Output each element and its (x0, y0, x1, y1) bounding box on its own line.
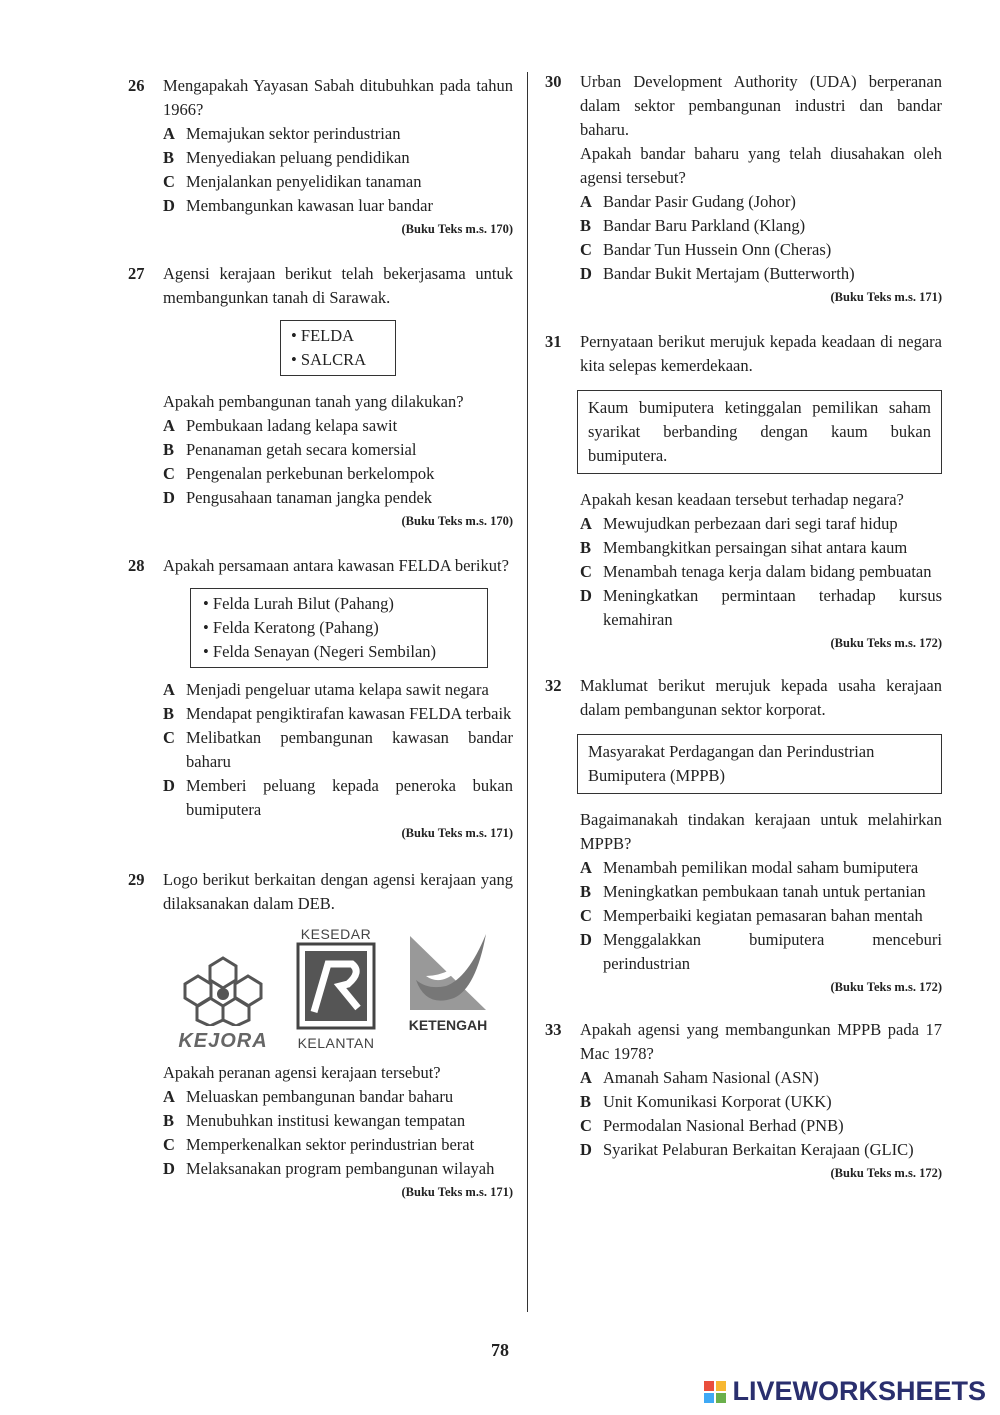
option-text: Membangkitkan persaingan sihat antara kaum (603, 538, 908, 557)
question-prompt: Apakah pembangunan tanah yang dilakukan? (163, 392, 464, 411)
textbook-reference: (Buku Teks m.s. 171) (830, 290, 942, 304)
option-c[interactable] (580, 1114, 942, 1138)
question-stem: Agensi kerajaan berikut telah bekerjasama untuk membangunkan tanah di Sarawak. (163, 264, 513, 307)
question-30 (545, 70, 942, 306)
option-letter: D (163, 488, 175, 507)
option-d[interactable] (580, 262, 942, 286)
box-item: • Felda Lurah Bilut (Pahang) (203, 592, 475, 616)
option-letter: B (163, 1111, 175, 1130)
textbook-reference: (Buku Teks m.s. 172) (830, 1166, 942, 1180)
option-text: Menjalankan penyelidikan tanaman (186, 172, 422, 191)
option-text: Bandar Baru Parkland (Klang) (603, 216, 806, 235)
options (163, 414, 513, 510)
option-text: Menyediakan peluang pendidikan (186, 148, 410, 167)
option-b[interactable] (163, 146, 513, 170)
option-letter: D (580, 586, 592, 605)
option-text: Menggalakkan bumiputera menceburi perindustrian (603, 930, 942, 973)
kesedar-logo (292, 926, 380, 1051)
option-b[interactable] (580, 880, 942, 904)
option-b[interactable] (580, 214, 942, 238)
option-letter: C (580, 906, 592, 925)
option-letter: A (580, 514, 592, 533)
option-letter: A (163, 680, 175, 699)
info-box (280, 320, 396, 376)
option-text: Menubuhkan institusi kewangan tempatan (186, 1111, 466, 1130)
question-number: 26 (128, 76, 145, 95)
info-box: Masyarakat Perdagangan dan Perindustrian Bumiputera (MPPB) (577, 734, 942, 794)
ketengah-swoosh-icon (406, 930, 490, 1012)
question-number: 30 (545, 72, 562, 91)
option-letter: C (580, 240, 592, 259)
question-stem: Pernyataan berikut merujuk kepada keadaan di negara kita selepas kemerdekaan. (580, 332, 942, 375)
box-item: • Felda Keratong (Pahang) (203, 616, 475, 640)
question-number: 29 (128, 870, 145, 889)
option-c[interactable] (580, 560, 942, 584)
option-a[interactable] (580, 856, 942, 880)
kejora-flower-icon (178, 952, 268, 1026)
option-letter: C (163, 464, 175, 483)
option-letter: B (580, 882, 592, 901)
option-letter: B (163, 440, 175, 459)
option-letter: C (163, 728, 175, 747)
option-a[interactable] (580, 1066, 942, 1090)
question-number: 32 (545, 676, 562, 695)
option-text: Pengusahaan tanaman jangka pendek (186, 488, 433, 507)
question-stem: Mengapakah Yayasan Sabah ditubuhkan pada tahun 1966? (163, 76, 513, 119)
option-d[interactable] (163, 486, 513, 510)
option-letter: A (580, 192, 592, 211)
question-28 (128, 554, 513, 842)
question-prompt: Apakah peranan agensi kerajaan tersebut? (163, 1063, 441, 1082)
option-letter: A (163, 124, 175, 143)
option-b[interactable] (163, 438, 513, 462)
option-a[interactable] (580, 190, 942, 214)
option-text: Menambah pemilikan modal saham bumiputera (603, 858, 919, 877)
option-text: Bandar Tun Hussein Onn (Cheras) (603, 240, 832, 259)
option-letter: C (580, 1116, 592, 1135)
option-letter: B (580, 538, 592, 557)
option-text: Memajukan sektor perindustrian (186, 124, 401, 143)
option-text: Menjadi pengeluar utama kelapa sawit negara (186, 680, 489, 699)
option-letter: B (580, 216, 592, 235)
question-29 (128, 868, 513, 1201)
option-letter: B (163, 148, 175, 167)
page-number: 78 (491, 1340, 509, 1360)
options (580, 856, 942, 976)
option-c[interactable] (580, 904, 942, 928)
question-stem: Apakah persamaan antara kawasan FELDA berikut? (163, 556, 509, 575)
ketengah-logo (404, 930, 492, 1033)
option-letter: B (163, 704, 175, 723)
option-c[interactable] (163, 1133, 513, 1157)
option-letter: C (163, 172, 175, 191)
liveworksheets-watermark[interactable] (704, 1376, 986, 1407)
question-stem: Urban Development Authority (UDA) berperanan dalam sektor pembangunan industri dan bandar baharu. (580, 72, 942, 139)
option-b[interactable] (163, 1109, 513, 1133)
option-letter: A (580, 1068, 592, 1087)
option-b[interactable] (163, 702, 513, 726)
options (580, 512, 942, 632)
info-box (190, 588, 488, 668)
question-26 (128, 74, 513, 238)
option-d[interactable] (580, 928, 942, 976)
left-column (128, 70, 513, 1201)
agency-logos (178, 926, 513, 1051)
option-a[interactable] (580, 512, 942, 536)
liveworksheets-logo-icon (704, 1381, 726, 1403)
question-prompt: Apakah kesan keadaan tersebut terhadap negara? (580, 490, 904, 509)
option-c[interactable] (163, 726, 513, 774)
question-number: 28 (128, 556, 145, 575)
option-text: Permodalan Nasional Berhad (PNB) (603, 1116, 844, 1135)
option-text: Menambah tenaga kerja dalam bidang pembuatan (603, 562, 932, 581)
question-number: 31 (545, 332, 562, 351)
option-b[interactable] (580, 536, 942, 560)
question-32 (545, 674, 942, 996)
option-text: Penanaman getah secara komersial (186, 440, 417, 459)
question-number: 27 (128, 264, 145, 283)
textbook-reference: (Buku Teks m.s. 171) (401, 1185, 513, 1199)
right-column (545, 70, 942, 1182)
option-d[interactable] (163, 774, 513, 822)
option-letter: C (163, 1135, 175, 1154)
option-d[interactable] (580, 584, 942, 632)
option-d[interactable] (163, 1157, 513, 1181)
option-text: Membangunkan kawasan luar bandar (186, 196, 433, 215)
option-letter: A (163, 416, 175, 435)
option-text: Unit Komunikasi Korporat (UKK) (603, 1092, 832, 1111)
textbook-reference: (Buku Teks m.s. 170) (401, 514, 513, 528)
option-text: Mendapat pengiktirafan kawasan FELDA terbaik (186, 704, 512, 723)
option-text: Syarikat Pelaburan Berkaitan Kerajaan (GLIC) (603, 1140, 914, 1159)
options (163, 1085, 513, 1181)
question-33 (545, 1018, 942, 1182)
box-item: • FELDA (291, 324, 385, 348)
option-text: Mewujudkan perbezaan dari segi taraf hidup (603, 514, 898, 533)
kejora-label: KEJORA (178, 1030, 268, 1052)
option-c[interactable] (580, 238, 942, 262)
question-stem: Apakah agensi yang membangunkan MPPB pada 17 Mac 1978? (580, 1020, 942, 1063)
box-item: • SALCRA (291, 348, 385, 372)
question-prompt: Bagaimanakah tindakan kerajaan untuk melahirkan MPPB? (580, 810, 942, 853)
option-c[interactable] (163, 462, 513, 486)
option-b[interactable] (580, 1090, 942, 1114)
ketengah-label: KETENGAH (408, 1017, 488, 1033)
info-box: Kaum bumiputera ketinggalan pemilikan saham syarikat berbanding dengan kaum bukan bumiputera. (577, 390, 942, 474)
kejora-logo (178, 952, 268, 1051)
question-31 (545, 330, 942, 652)
textbook-reference: (Buku Teks m.s. 170) (401, 222, 513, 236)
kelantan-label: KELANTAN (297, 1035, 375, 1051)
options (580, 190, 942, 286)
option-text: Pengenalan perkebunan berkelompok (186, 464, 435, 483)
column-divider (527, 72, 528, 1312)
option-a[interactable] (163, 414, 513, 438)
question-stem: Logo berikut berkaitan dengan agensi kerajaan yang dilaksanakan dalam DEB. (163, 870, 513, 913)
option-text: Bandar Bukit Mertajam (Butterworth) (603, 264, 855, 283)
option-letter: D (163, 1159, 175, 1178)
option-text: Melibatkan pembangunan kawasan bandar baharu (186, 728, 513, 771)
option-text: Memperkenalkan sektor perindustrian berat (186, 1135, 475, 1154)
option-text: Bandar Pasir Gudang (Johor) (603, 192, 796, 211)
option-a[interactable] (163, 1085, 513, 1109)
option-letter: D (580, 930, 592, 949)
option-text: Memperbaiki kegiatan pemasaran bahan mentah (603, 906, 923, 925)
question-number: 33 (545, 1020, 562, 1039)
option-text: Melaksanakan program pembangunan wilayah (186, 1159, 495, 1178)
options (163, 678, 513, 822)
question-stem: Maklumat berikut merujuk kepada usaha kerajaan dalam pembangunan sektor korporat. (580, 676, 942, 719)
option-letter: C (580, 562, 592, 581)
option-letter: A (163, 1087, 175, 1106)
option-d[interactable] (580, 1138, 942, 1162)
option-text: Pembukaan ladang kelapa sawit (186, 416, 398, 435)
option-text: Meluaskan pembangunan bandar baharu (186, 1087, 454, 1106)
kesedar-label: KESEDAR (300, 926, 372, 942)
kesedar-emblem-icon (296, 942, 376, 1030)
option-d[interactable] (163, 194, 513, 218)
option-letter: D (163, 776, 175, 795)
option-a[interactable] (163, 122, 513, 146)
options (163, 122, 513, 218)
question-prompt: Apakah bandar baharu yang telah diusahakan oleh agensi tersebut? (580, 144, 942, 187)
textbook-reference: (Buku Teks m.s. 171) (401, 826, 513, 840)
options (580, 1066, 942, 1162)
option-letter: D (163, 196, 175, 215)
option-letter: B (580, 1092, 592, 1111)
option-text: Amanah Saham Nasional (ASN) (603, 1068, 819, 1087)
option-text: Meningkatkan pembukaan tanah untuk pertanian (603, 882, 926, 901)
option-letter: D (580, 1140, 592, 1159)
question-27 (128, 262, 513, 530)
option-text: Memberi peluang kepada peneroka bukan bumiputera (186, 776, 513, 819)
option-text: Meningkatkan permintaan terhadap kursus kemahiran (603, 586, 942, 629)
option-c[interactable] (163, 170, 513, 194)
option-letter: D (580, 264, 592, 283)
option-a[interactable] (163, 678, 513, 702)
watermark-text: LIVEWORKSHEETS (732, 1376, 986, 1406)
textbook-reference: (Buku Teks m.s. 172) (830, 636, 942, 650)
box-item: • Felda Senayan (Negeri Sembilan) (203, 640, 475, 664)
option-letter: A (580, 858, 592, 877)
textbook-reference: (Buku Teks m.s. 172) (830, 980, 942, 994)
